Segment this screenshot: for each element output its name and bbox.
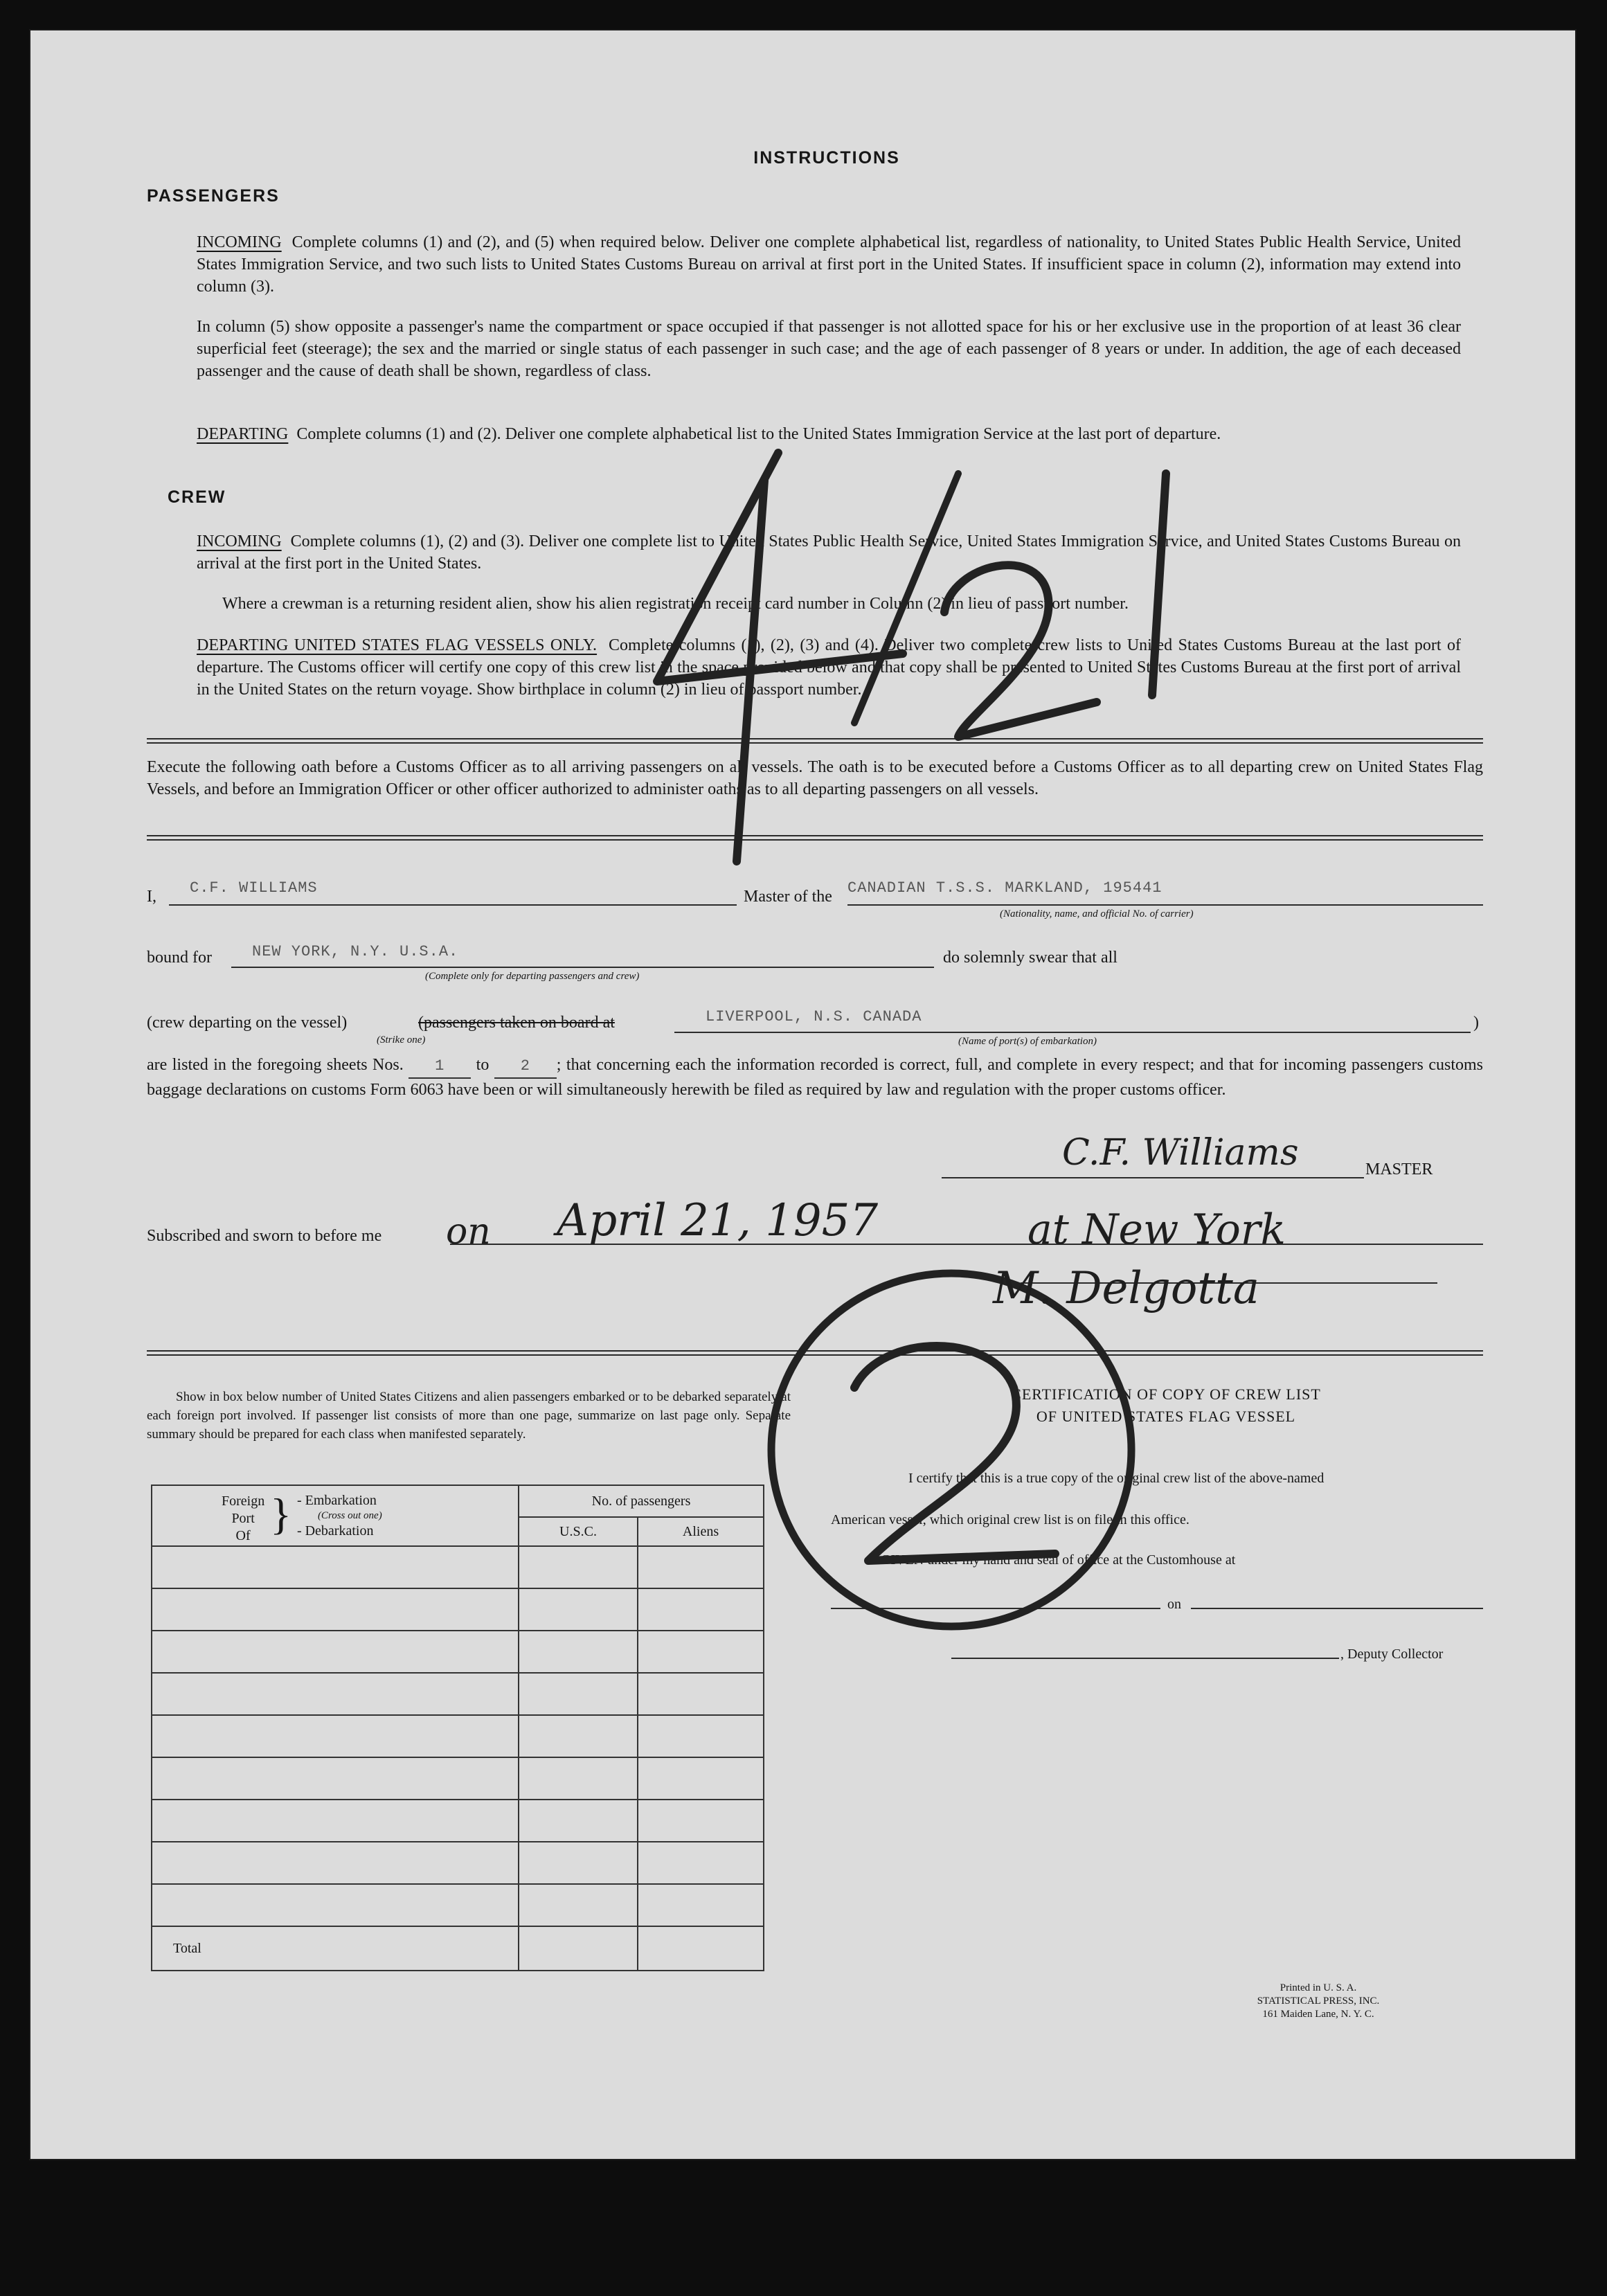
deputy-collector-label: , Deputy Collector <box>1340 1647 1444 1662</box>
certification-title-line2: OF UNITED STATES FLAG VESSEL <box>1036 1408 1296 1425</box>
strike-caption: (Strike one) <box>377 1034 426 1046</box>
cross-out-caption: (Cross out one) <box>317 1510 382 1521</box>
port-caption: (Name of port(s) of embarkation) <box>958 1036 1097 1047</box>
certify-text: I certify that this is a true copy of the original crew list of the above-named <box>908 1471 1325 1486</box>
port-label: Port <box>231 1511 255 1526</box>
passengers-taken-struck: (passengers taken on board at <box>418 1014 615 1032</box>
listed-prefix: are listed in the foregoing sheets Nos. <box>147 1056 404 1074</box>
departing-label: DEPARTING <box>197 425 289 443</box>
crew-heading: CREW <box>168 487 226 507</box>
crew-incoming-text: Complete columns (1), (2) and (3). Deliver one complete list to United States Public Health Service, United States Immigration Service, and United States Customs Bureau on arrival at the first port in the United States. <box>197 532 1462 573</box>
incoming-label: INCOMING <box>197 233 282 251</box>
listed-rest: ; that concerning each the information recorded is correct, full, and complete in every respect; and that for incoming passengers customs baggage declarations on customs Form 6063 have been or will simultaneously herewith be filed as required by law and regulation with the proper customs officer. <box>147 1056 1483 1099</box>
oath-intro: Execute the following oath before a Customs Officer as to all arriving passengers on all vessels. The oath is to be executed before a Customs Officer as to all departing crew on United States Flag Vessels, and before an Immigration Officer or other officer authorized to administer oaths as to all departing passengers on all vessels. <box>147 758 1483 798</box>
column5-paragraph: In column (5) show opposite a passenger's name the compartment or space occupied if that passenger is not allotted space for his or her exclusive use in the proportion of at least 36 clear superficial feet (steerage); the sex and the married or single status of each passenger in such case; and the age of each passenger of 8 years or under. In addition, the age of each deceased passenger and the cause of death shall be shown, regardless of class. <box>197 318 1461 380</box>
vessel-name[interactable]: CANADIAN T.S.S. MARKLAND, 195441 <box>847 879 1162 897</box>
i-label: I, <box>147 888 156 906</box>
summary-instructions: Show in box below number of United States Citizens and alien passengers embarked or to be debarked separately at each foreign port involved. If passenger list consists of more than one page, summarize on last page only. Separate summary should be prepared for each class when manifested separately. <box>147 1390 791 1442</box>
to-label: to <box>476 1056 490 1074</box>
total-label: Total <box>152 1926 519 1971</box>
embarkation-option[interactable]: - Embarkation <box>296 1493 377 1508</box>
given-text: GIVEN under my hand and seal of office at the Customhouse at <box>881 1552 1236 1568</box>
master-name[interactable]: C.F. WILLIAMS <box>190 879 318 897</box>
officer-signature: M. Delgotta <box>993 1263 1259 1314</box>
handwritten-date: April 21, 1957 <box>557 1195 879 1246</box>
printer-line2: STATISTICAL PRESS, INC. <box>1257 1995 1380 2007</box>
port-value[interactable]: LIVERPOOL, N.S. CANADA <box>706 1008 922 1025</box>
handwritten-4-21 <box>657 453 1166 861</box>
debarkation-option[interactable]: - Debarkation <box>296 1523 374 1539</box>
bound-caption: (Complete only for departing passengers and crew) <box>425 971 640 982</box>
subscribed-label: Subscribed and sworn to before me <box>147 1227 382 1245</box>
aliens-header: Aliens <box>638 1517 764 1546</box>
handwriting-overlay <box>30 30 1575 2159</box>
passengers-heading: PASSENGERS <box>147 186 280 206</box>
certify-text-2: American vessel, which original crew list is on file in this office. <box>831 1512 1189 1527</box>
circled-2-mark <box>771 1273 1131 1626</box>
master-signature: C.F. Williams <box>1062 1132 1299 1174</box>
printer-line3: 161 Maiden Lane, N. Y. C. <box>1262 2009 1374 2020</box>
incoming-text: Complete columns (1) and (2), and (5) when required below. Deliver one complete alphabetical list, regardless of nationality, to United States Public Health Service, United States Immigration Service, and two such lists to United States Customs Bureau on arrival at first port in the United States. If insufficient space in column (2), information may extend into column (3). <box>197 233 1462 296</box>
close-paren: ) <box>1473 1014 1479 1032</box>
on-label: on <box>1167 1597 1181 1612</box>
sheet-from[interactable]: 1 <box>409 1055 471 1079</box>
master-of-label: Master of the <box>744 888 832 906</box>
instructions-title: INSTRUCTIONS <box>753 148 900 168</box>
sheet-to[interactable]: 2 <box>494 1055 557 1079</box>
swear-label: do solemnly swear that all <box>943 949 1117 967</box>
crewman-paragraph: Where a crewman is a returning resident alien, show his alien registration receipt card number in Column (2) in lieu of passport number. <box>222 595 1129 613</box>
bound-label: bound for <box>147 949 212 967</box>
brace-icon: } <box>270 1489 291 1539</box>
document-page <box>30 30 1575 2159</box>
crew-incoming-label: INCOMING <box>197 532 282 550</box>
crew-departing: (crew departing on the vessel) <box>147 1014 348 1032</box>
usc-header: U.S.C. <box>519 1517 638 1546</box>
printer-line1: Printed in U. S. A. <box>1280 1982 1357 1993</box>
departing-text: Complete columns (1) and (2). Deliver one complete alphabetical list to the United States Immigration Service at the last port of departure. <box>296 425 1221 443</box>
master-label: MASTER <box>1365 1160 1433 1178</box>
no-passengers-header: No. of passengers <box>519 1485 764 1517</box>
handwritten-on: on <box>446 1211 491 1253</box>
handwritten-place: at New York <box>1027 1205 1286 1254</box>
of-label: Of <box>235 1528 251 1543</box>
bound-value[interactable]: NEW YORK, N.Y. U.S.A. <box>252 943 459 960</box>
certification-title-line1: CERTIFICATION OF COPY OF CREW LIST <box>1011 1385 1321 1403</box>
foreign-label: Foreign <box>222 1494 265 1509</box>
flag-vessels-text: Complete columns (1), (2), (3) and (4). Deliver two complete crew lists to United States Customs Bureau at the last port of departure. The Customs officer will certify one copy of this crew list in the space provided below and that copy shall be presented to United States Customs Bureau at the first port of arrival in the United States on the return voyage. Show birthplace in column (2) in lieu of passport number. <box>197 636 1461 699</box>
flag-vessels-label: DEPARTING UNITED STATES FLAG VESSELS ONLY. <box>197 636 598 654</box>
vessel-caption: (Nationality, name, and official No. of carrier) <box>1000 908 1194 920</box>
